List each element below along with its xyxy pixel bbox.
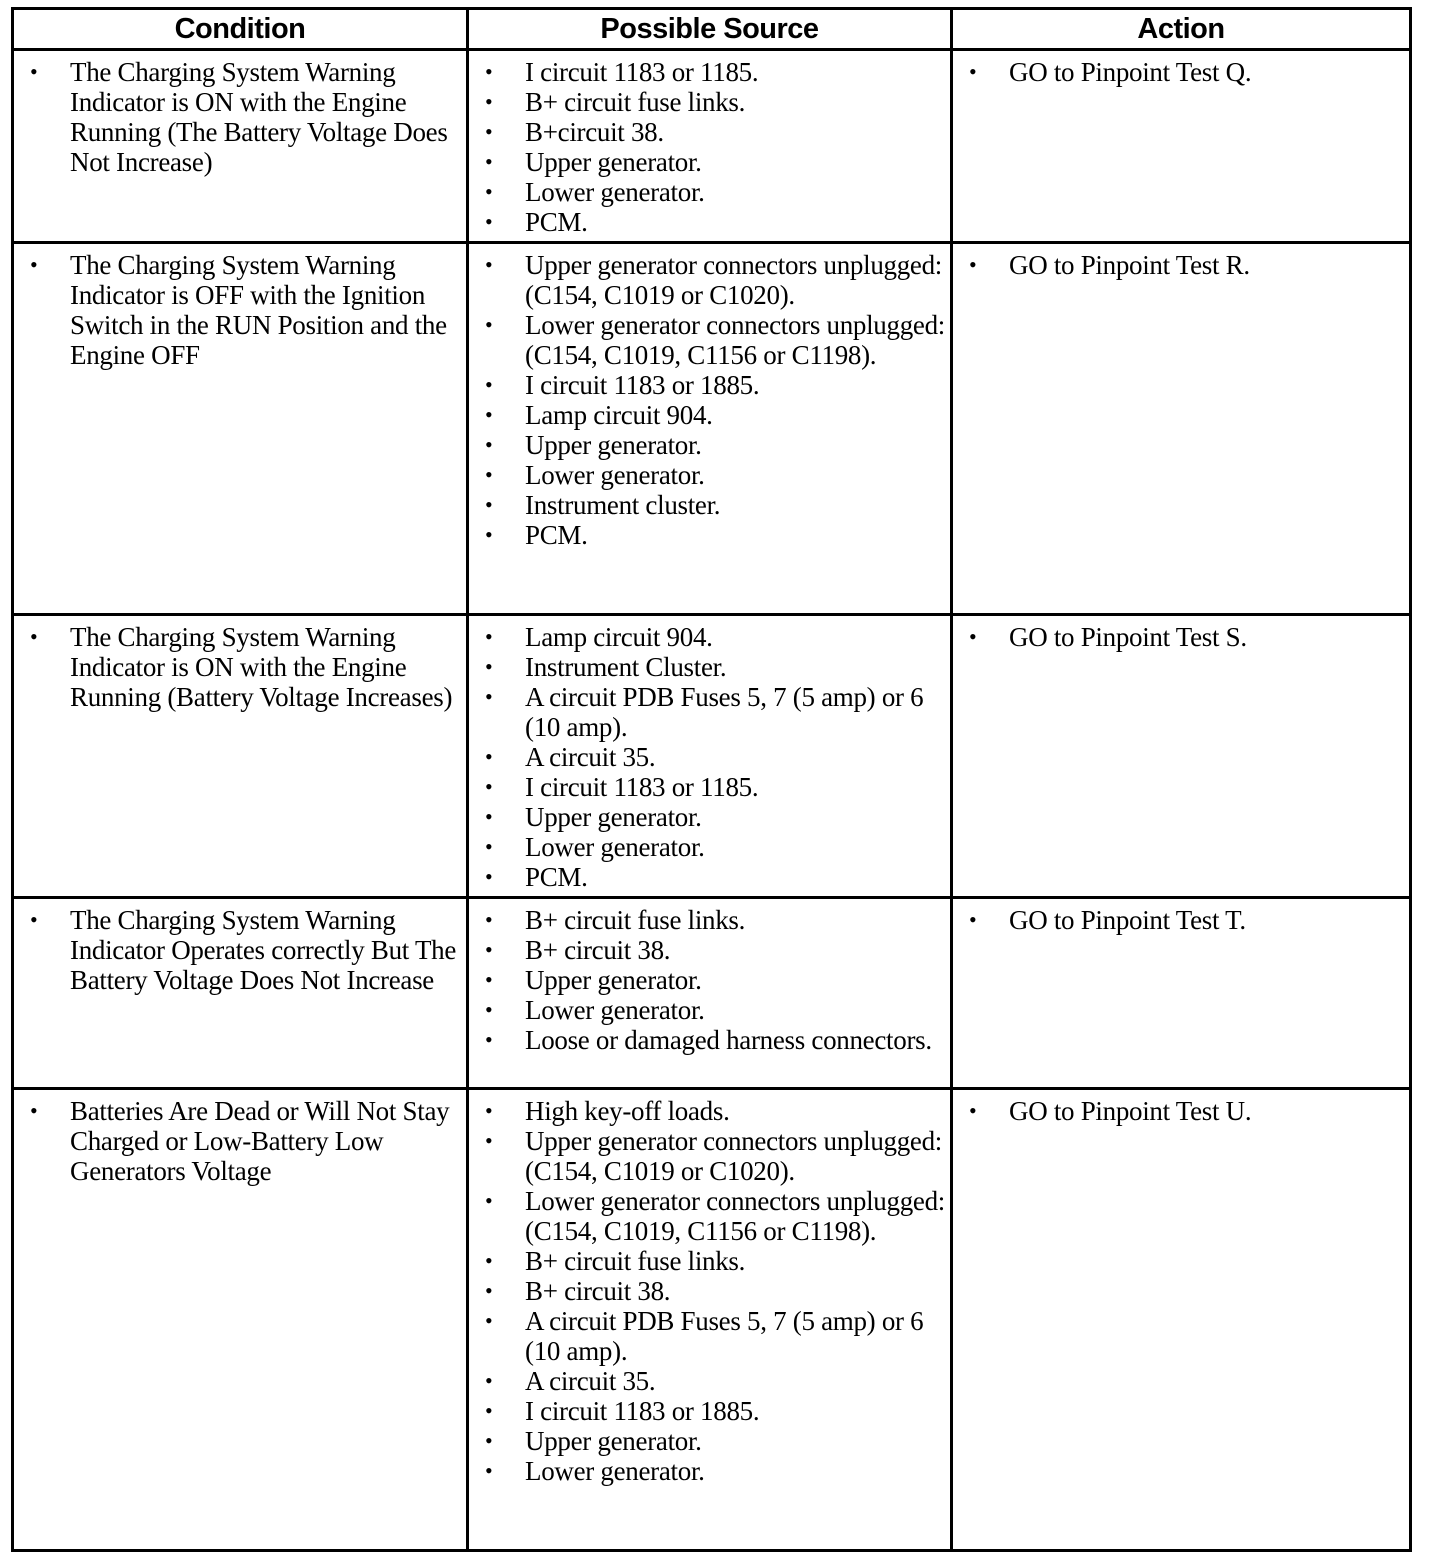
table-row (13, 50, 1411, 243)
source-item: • A circuit PDB Fuses 5, 7 (5 amp) or 6 (10 amp). (477, 682, 946, 742)
action-text: • GO to Pinpoint Test T. (961, 905, 1405, 935)
table-row (13, 615, 1411, 898)
source-item: • A circuit 35. (477, 742, 946, 772)
condition-text: • The Charging System Warning Indicator is ON with the Engine Running (The Battery Voltage Does Not Increase) (22, 57, 462, 177)
source-item: • Lamp circuit 904. (477, 400, 946, 430)
source-list (477, 1096, 946, 1486)
source-item: • B+circuit 38. (477, 117, 946, 147)
action-cell (952, 615, 1411, 898)
source-item: • B+ circuit fuse links. (477, 1246, 946, 1276)
source-item: • Loose or damaged harness connectors. (477, 1025, 946, 1055)
header-action: Action (952, 9, 1411, 50)
table-row (13, 898, 1411, 1089)
condition-text: • Batteries Are Dead or Will Not Stay Charged or Low-Battery Low Generators Voltage (22, 1096, 462, 1186)
action-cell (952, 50, 1411, 243)
source-list (477, 905, 946, 1055)
possible-source-cell (468, 1089, 952, 1551)
condition-cell (13, 243, 468, 615)
source-item: • I circuit 1183 or 1885. (477, 370, 946, 400)
source-item: • Lower generator connectors unplugged: (C154, C1019, C1156 or C1198). (477, 1186, 946, 1246)
possible-source-cell (468, 243, 952, 615)
source-item: • B+ circuit fuse links. (477, 87, 946, 117)
source-item: • B+ circuit fuse links. (477, 905, 946, 935)
source-list (477, 622, 946, 892)
source-item: • Upper generator. (477, 430, 946, 460)
source-list (477, 57, 946, 237)
source-item: • I circuit 1183 or 1885. (477, 1396, 946, 1426)
header-possible-source: Possible Source (468, 9, 952, 50)
header-row (13, 9, 1411, 50)
source-item: • Lower generator. (477, 1456, 946, 1486)
condition-text: • The Charging System Warning Indicator Operates correctly But The Battery Voltage Does Not Increase (22, 905, 462, 995)
source-item: • Lower generator. (477, 460, 946, 490)
source-item: • Instrument cluster. (477, 490, 946, 520)
source-item: • Upper generator. (477, 147, 946, 177)
source-item: • Lower generator. (477, 995, 946, 1025)
source-item: • PCM. (477, 207, 946, 237)
source-item: • Upper generator. (477, 965, 946, 995)
source-item: • Lower generator connectors unplugged: (C154, C1019, C1156 or C1198). (477, 310, 946, 370)
source-item: • I circuit 1183 or 1185. (477, 57, 946, 87)
source-item: • B+ circuit 38. (477, 1276, 946, 1306)
condition-text: • The Charging System Warning Indicator is OFF with the Ignition Switch in the RUN Position and the Engine OFF (22, 250, 462, 370)
source-item: • Upper generator. (477, 802, 946, 832)
source-item: • PCM. (477, 520, 946, 550)
action-cell (952, 243, 1411, 615)
table-row (13, 1089, 1411, 1551)
source-item: • PCM. (477, 862, 946, 892)
source-item: • Upper generator. (477, 1426, 946, 1456)
condition-cell (13, 615, 468, 898)
action-cell (952, 898, 1411, 1089)
diagnosis-table (11, 7, 1412, 1552)
source-item: • Lower generator. (477, 832, 946, 862)
action-text: • GO to Pinpoint Test S. (961, 622, 1405, 652)
source-item: • Instrument Cluster. (477, 652, 946, 682)
condition-cell (13, 50, 468, 243)
condition-cell (13, 898, 468, 1089)
header-condition: Condition (13, 9, 468, 50)
possible-source-cell (468, 50, 952, 243)
source-item: • A circuit PDB Fuses 5, 7 (5 amp) or 6 (10 amp). (477, 1306, 946, 1366)
table-row (13, 243, 1411, 615)
source-item: • Lamp circuit 904. (477, 622, 946, 652)
source-list (477, 250, 946, 550)
source-item: • A circuit 35. (477, 1366, 946, 1396)
condition-cell (13, 1089, 468, 1551)
action-text: • GO to Pinpoint Test R. (961, 250, 1405, 280)
source-item: • I circuit 1183 or 1185. (477, 772, 946, 802)
condition-text: • The Charging System Warning Indicator is ON with the Engine Running (Battery Voltage Increases) (22, 622, 462, 712)
source-item: • Upper generator connectors unplugged: (C154, C1019 or C1020). (477, 1126, 946, 1186)
action-text: • GO to Pinpoint Test U. (961, 1096, 1405, 1126)
possible-source-cell (468, 898, 952, 1089)
source-item: • Upper generator connectors unplugged: (C154, C1019 or C1020). (477, 250, 946, 310)
action-text: • GO to Pinpoint Test Q. (961, 57, 1405, 87)
action-cell (952, 1089, 1411, 1551)
source-item: • B+ circuit 38. (477, 935, 946, 965)
possible-source-cell (468, 615, 952, 898)
source-item: • Lower generator. (477, 177, 946, 207)
source-item: • High key-off loads. (477, 1096, 946, 1126)
